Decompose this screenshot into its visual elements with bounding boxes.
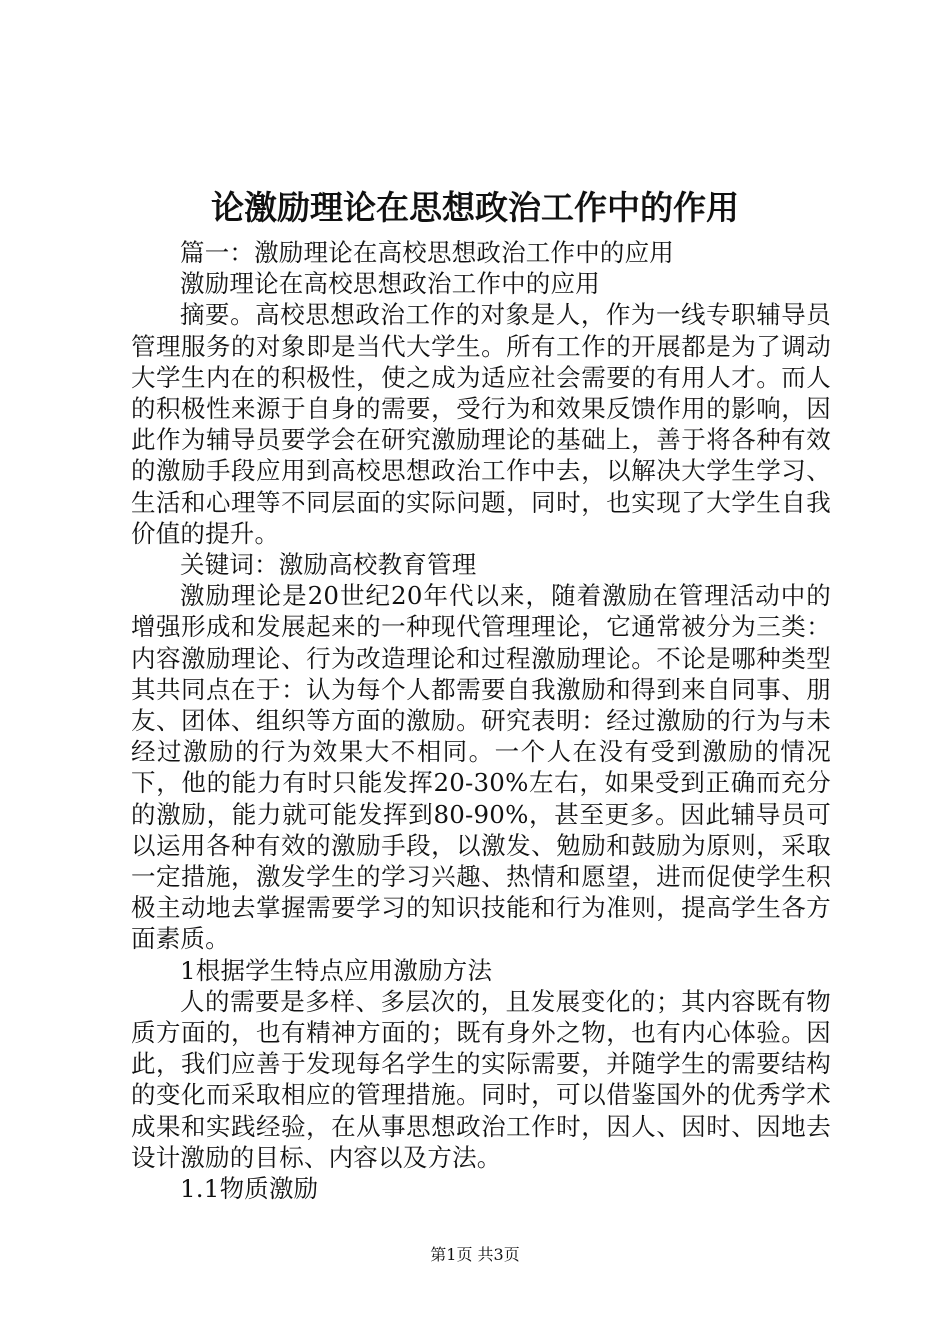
subsection-heading: 1根据学生特点应用激励方法: [180, 955, 493, 985]
page-footer: 第1页 共3页: [430, 1245, 520, 1264]
section-heading: 篇一：激励理论在高校思想政治工作中的应用: [180, 238, 674, 267]
subsection-heading: 1.1物质激励: [180, 1174, 319, 1204]
keywords-paragraph: 关键词：激励高校教育管理: [180, 550, 477, 580]
abstract-paragraph: 摘要。高校思想政治工作的对象是人，作为一线专职辅导员管理服务的对象即是当代大学生。所有工作的开展都是为了调动大学生内在的积极性，使之成为适应社会需要的有用人才。而人的积极性来源于自身的需要，受行为和效果反馈作用的影响，因此作为辅导员要学会在研究激励理论的基础上，善于将各种有效的激励手段应用到高校思想政治工作中去，以解决大学生学习、生活和心理等不同层面的实际问题，同时，也实现了大学生自我价值的提升。: [131, 300, 831, 548]
article-title: 激励理论在高校思想政治工作中的应用: [180, 269, 600, 299]
document-title: 论激励理论在思想政治工作中的作用: [211, 188, 739, 227]
document-body: [131, 237, 831, 1204]
body-paragraph: 激励理论是20世纪20年代以来，随着激励在管理活动中的增强形成和发展起来的一种现代管理理论，它通常被分为三类：内容激励理论、行为改造理论和过程激励理论。不论是哪种类型其共同点在于：认为每个人都需要自我激励和得到来自同事、朋友、团体、组织等方面的激励。研究表明：经过激励的行为与未经过激励的行为效果大不相同。一个人在没有受到激励的情况下，他的能力有时只能发挥20-30%左右，如果受到正确而充分的激励，能力就可能发挥到80-90%，甚至更多。因此辅导员可以运用各种有效的激励手段，以激发、勉励和鼓励为原则，采取一定措施，激发学生的学习兴趣、热情和愿望，进而促使学生积极主动地去掌握需要学习的知识技能和行为准则，提高学生各方面素质。: [131, 581, 831, 954]
body-paragraph: 人的需要是多样、多层次的，且发展变化的；其内容既有物质方面的，也有精神方面的；既有身外之物，也有内心体验。因此，我们应善于发现每名学生的实际需要，并随学生的需要结构的变化而采取相应的管理措施。同时，可以借鉴国外的优秀学术成果和实践经验，在从事思想政治工作时，因人、因时、因地去设计激励的目标、内容以及方法。: [131, 986, 831, 1172]
